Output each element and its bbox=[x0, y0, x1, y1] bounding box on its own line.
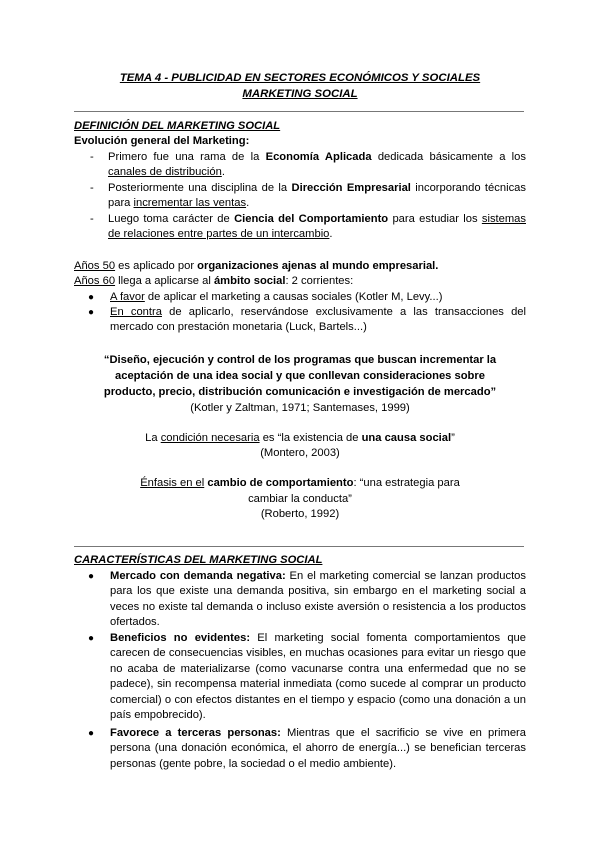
text-run: . bbox=[221, 166, 225, 179]
text-run: : “una estrategia para bbox=[353, 477, 460, 489]
bullet-marker: ● bbox=[88, 292, 95, 303]
section-heading-caracteristicas: CARACTERÍSTICAS DEL MARKETING SOCIAL bbox=[74, 554, 323, 566]
bold-run: Dirección Empresarial bbox=[291, 182, 411, 194]
text-run: de aplicarlo, reservándose exclusivamente a las transacciones del mercado con prestación monetaria (Luck, Bartels...) bbox=[110, 306, 527, 334]
underlined-run: sistemas de relaciones entre partes de un intercambio bbox=[108, 213, 526, 241]
bold-run: Mercado con demanda negativa: bbox=[110, 570, 286, 582]
document-title-line2: MARKETING SOCIAL bbox=[242, 88, 358, 100]
text-run: La bbox=[145, 432, 161, 444]
text-run: es aplicado por bbox=[115, 260, 198, 272]
text-run: ” bbox=[451, 432, 455, 444]
bold-run: Beneficios no evidentes: bbox=[110, 632, 251, 644]
condition-line bbox=[74, 431, 526, 446]
text-run: es “la existencia de bbox=[259, 432, 362, 444]
dash-item-text bbox=[108, 150, 526, 181]
characteristic-item-1 bbox=[88, 569, 526, 631]
quote-line-3: producto, precio, distribución comunicación e investigación de mercado” bbox=[103, 386, 497, 398]
bold-run: organizaciones ajenas al mundo empresarial. bbox=[197, 260, 439, 272]
emphasis-line-2: cambiar la conducta” bbox=[248, 493, 352, 505]
text-run: . bbox=[329, 228, 333, 241]
text-run: El marketing social fomenta comportamientos que carecen de consecuencias visibles, en muchas ocasiones para evitar un riesgo que no acaba de materializarse (como vacunarse contra una enfermedad que no se padece), sin recompensa material inmediata (como sucede al comprar un producto comercial) o con efectos distantes en el tiempo y espacio (como una donación a un país empobrecido). bbox=[110, 632, 526, 722]
characteristic-text bbox=[110, 726, 526, 772]
bold-run: ámbito social bbox=[213, 275, 286, 287]
document-title-line1: TEMA 4 - PUBLICIDAD EN SECTORES ECONÓMICOS Y SOCIALES bbox=[119, 72, 481, 84]
characteristic-item-3 bbox=[88, 726, 526, 772]
underlined-run: canales de distribución bbox=[108, 166, 222, 179]
bold-run: una causa social bbox=[361, 432, 452, 444]
bold-run: cambio de comportamiento bbox=[207, 477, 354, 489]
underlined-run: condición necesaria bbox=[160, 432, 260, 444]
current-text bbox=[110, 290, 526, 305]
bullet-marker: ● bbox=[88, 571, 95, 582]
underlined-run: Énfasis en el bbox=[140, 477, 205, 489]
bullet-marker: ● bbox=[88, 307, 95, 318]
characteristic-item-2 bbox=[88, 631, 526, 723]
bold-run: Economía Aplicada bbox=[265, 151, 372, 163]
current-text bbox=[110, 305, 526, 336]
bullet-marker: ● bbox=[88, 728, 95, 739]
text-run: Posteriormente una disciplina de la bbox=[108, 182, 292, 194]
subheading-evolucion: Evolución general del Marketing: bbox=[74, 135, 250, 147]
underlined-run: A favor bbox=[110, 291, 145, 303]
text-run: dedicada básicamente a los bbox=[371, 151, 526, 163]
current-item-1 bbox=[88, 290, 526, 305]
underlined-run: Años 60 bbox=[74, 275, 116, 287]
bullet-marker: ● bbox=[88, 633, 95, 644]
decade-50-line bbox=[74, 259, 438, 274]
text-run: Luego toma carácter de bbox=[108, 213, 235, 225]
emphasis-citation: (Roberto, 1992) bbox=[260, 508, 340, 520]
dash-marker: - bbox=[90, 151, 94, 163]
current-item-2 bbox=[88, 305, 526, 336]
text-run: Primero fue una rama de la bbox=[108, 151, 266, 163]
bold-run: Favorece a terceras personas: bbox=[110, 727, 281, 739]
dash-item-text bbox=[108, 181, 526, 212]
dash-item-3 bbox=[90, 212, 526, 243]
text-run: : 2 corrientes: bbox=[285, 275, 354, 287]
text-run: . bbox=[246, 197, 250, 210]
text-run: llega a aplicarse al bbox=[115, 275, 214, 287]
dash-marker: - bbox=[90, 182, 94, 194]
dash-marker: - bbox=[90, 213, 94, 225]
underlined-run: En contra bbox=[110, 306, 162, 318]
text-run: incorporando técnicas para bbox=[108, 182, 526, 210]
characteristic-text bbox=[110, 569, 526, 631]
quote-line-2: aceptación de una idea social y que conllevan consideraciones sobre bbox=[115, 370, 485, 382]
bold-run: Ciencia del Comportamiento bbox=[234, 213, 389, 225]
dash-item-2 bbox=[90, 181, 526, 212]
dash-item-1 bbox=[90, 150, 526, 181]
title-divider bbox=[74, 111, 524, 112]
text-run: para estudiar los bbox=[388, 213, 482, 225]
text-run: En el marketing comercial se lanzan productos para los que existe una demanda positiva, sin embargo en el marketing social a veces no existe tal demanda o incluso existe aversión o resistencia a los productos ofertados. bbox=[110, 570, 526, 629]
dash-item-text bbox=[108, 212, 526, 243]
decade-60-line bbox=[74, 274, 353, 289]
section-heading-definicion: DEFINICIÓN DEL MARKETING SOCIAL bbox=[74, 120, 281, 132]
underlined-run: Años 50 bbox=[74, 260, 116, 272]
text-run: de aplicar el marketing a causas sociales (Kotler M, Levy...) bbox=[144, 291, 443, 303]
text-run: Mientras que el sacrificio se vive en primera persona (una donación económica, el ahorro de energía...) se benefician terceras personas (gente pobre, la sociedad o el medio ambiente). bbox=[110, 727, 526, 770]
quote-citation: (Kotler y Zaltman, 1971; Santemases, 1999) bbox=[190, 402, 410, 414]
section-divider bbox=[74, 546, 524, 547]
condition-citation: (Montero, 2003) bbox=[260, 447, 340, 459]
underlined-run: incrementar las ventas bbox=[133, 197, 247, 210]
emphasis-line bbox=[74, 476, 526, 491]
quote-line-1: “Diseño, ejecución y control de los programas que buscan incrementar la bbox=[103, 354, 497, 366]
characteristic-text bbox=[110, 631, 526, 723]
